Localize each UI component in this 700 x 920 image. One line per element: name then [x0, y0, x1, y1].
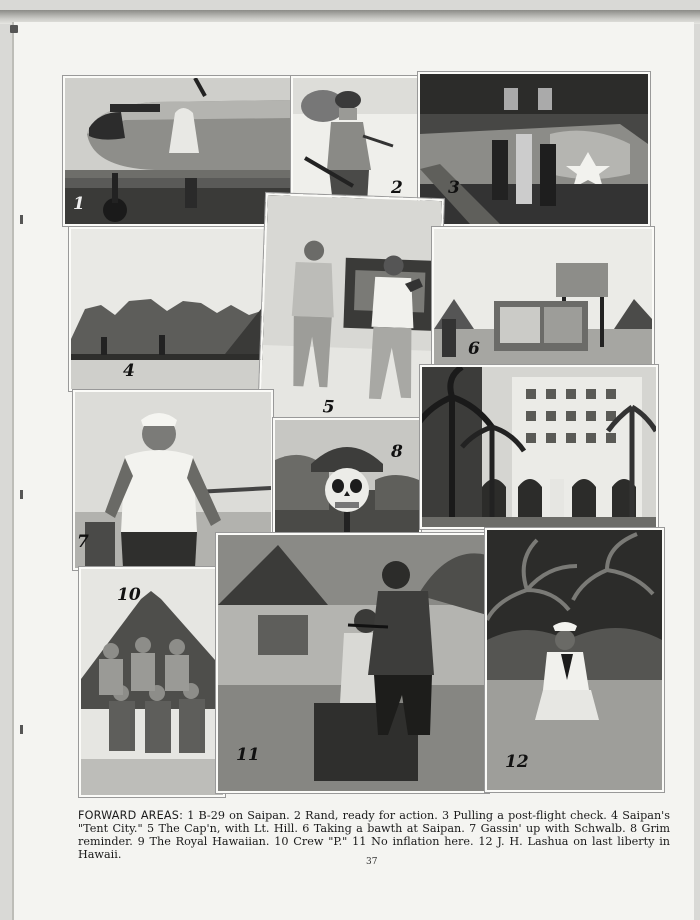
- photo-12-lashua-in-hawaii: [485, 528, 664, 792]
- photo-10-crew-p: [79, 567, 225, 797]
- binding-mark: [20, 490, 23, 499]
- photo-number-11: 11: [236, 745, 260, 765]
- photo-number-3: 3: [448, 178, 460, 198]
- photo-1-b29-on-saipan: [63, 76, 293, 226]
- photo-number-7: 7: [77, 532, 89, 552]
- binding-mark: [20, 725, 23, 734]
- photo-number-4: 4: [123, 361, 135, 381]
- photo-2-rand-ready-for-action: [291, 76, 420, 206]
- photo-6-taking-a-bawth: [432, 227, 654, 367]
- photo-4-tent-city: [69, 227, 280, 391]
- photo-11-no-inflation-here: [216, 533, 489, 793]
- page-number: 37: [366, 857, 378, 867]
- photo-number-2: 2: [391, 178, 403, 198]
- binding-mark: [10, 25, 18, 33]
- photo-number-10: 10: [117, 585, 141, 605]
- photo-number-12: 12: [505, 752, 529, 772]
- caption-text: 1 B-29 on Saipan. 2 Rand, ready for action. 3 Pulling a post-flight check. 4 Saipan's "Tent City." 5 The Cap'n, with Lt. Hill. 6 Taking a bawth at Saipan. 7 Gassin' up with Schwalb. 8 Grim reminder. 9 The Royal Hawaiian. 10 Crew "P." 11 No inflation here. 12 J. H. Lashua on last liberty in Hawaii.: [78, 809, 670, 862]
- photo-number-1: 1: [73, 194, 85, 214]
- photo-5-the-capn-with-lt-hill: [258, 193, 444, 429]
- photo-9-royal-hawaiian: [420, 365, 658, 529]
- photo-caption: [78, 809, 670, 861]
- photo-number-8: 8: [391, 442, 403, 462]
- photo-8-grim-reminder: [273, 418, 421, 536]
- caption-lead: FORWARD AREAS:: [78, 809, 184, 823]
- photo-number-6: 6: [468, 339, 480, 359]
- photo-number-5: 5: [322, 397, 335, 418]
- binding-mark: [20, 215, 23, 224]
- photo-3-post-flight-check: [418, 72, 650, 226]
